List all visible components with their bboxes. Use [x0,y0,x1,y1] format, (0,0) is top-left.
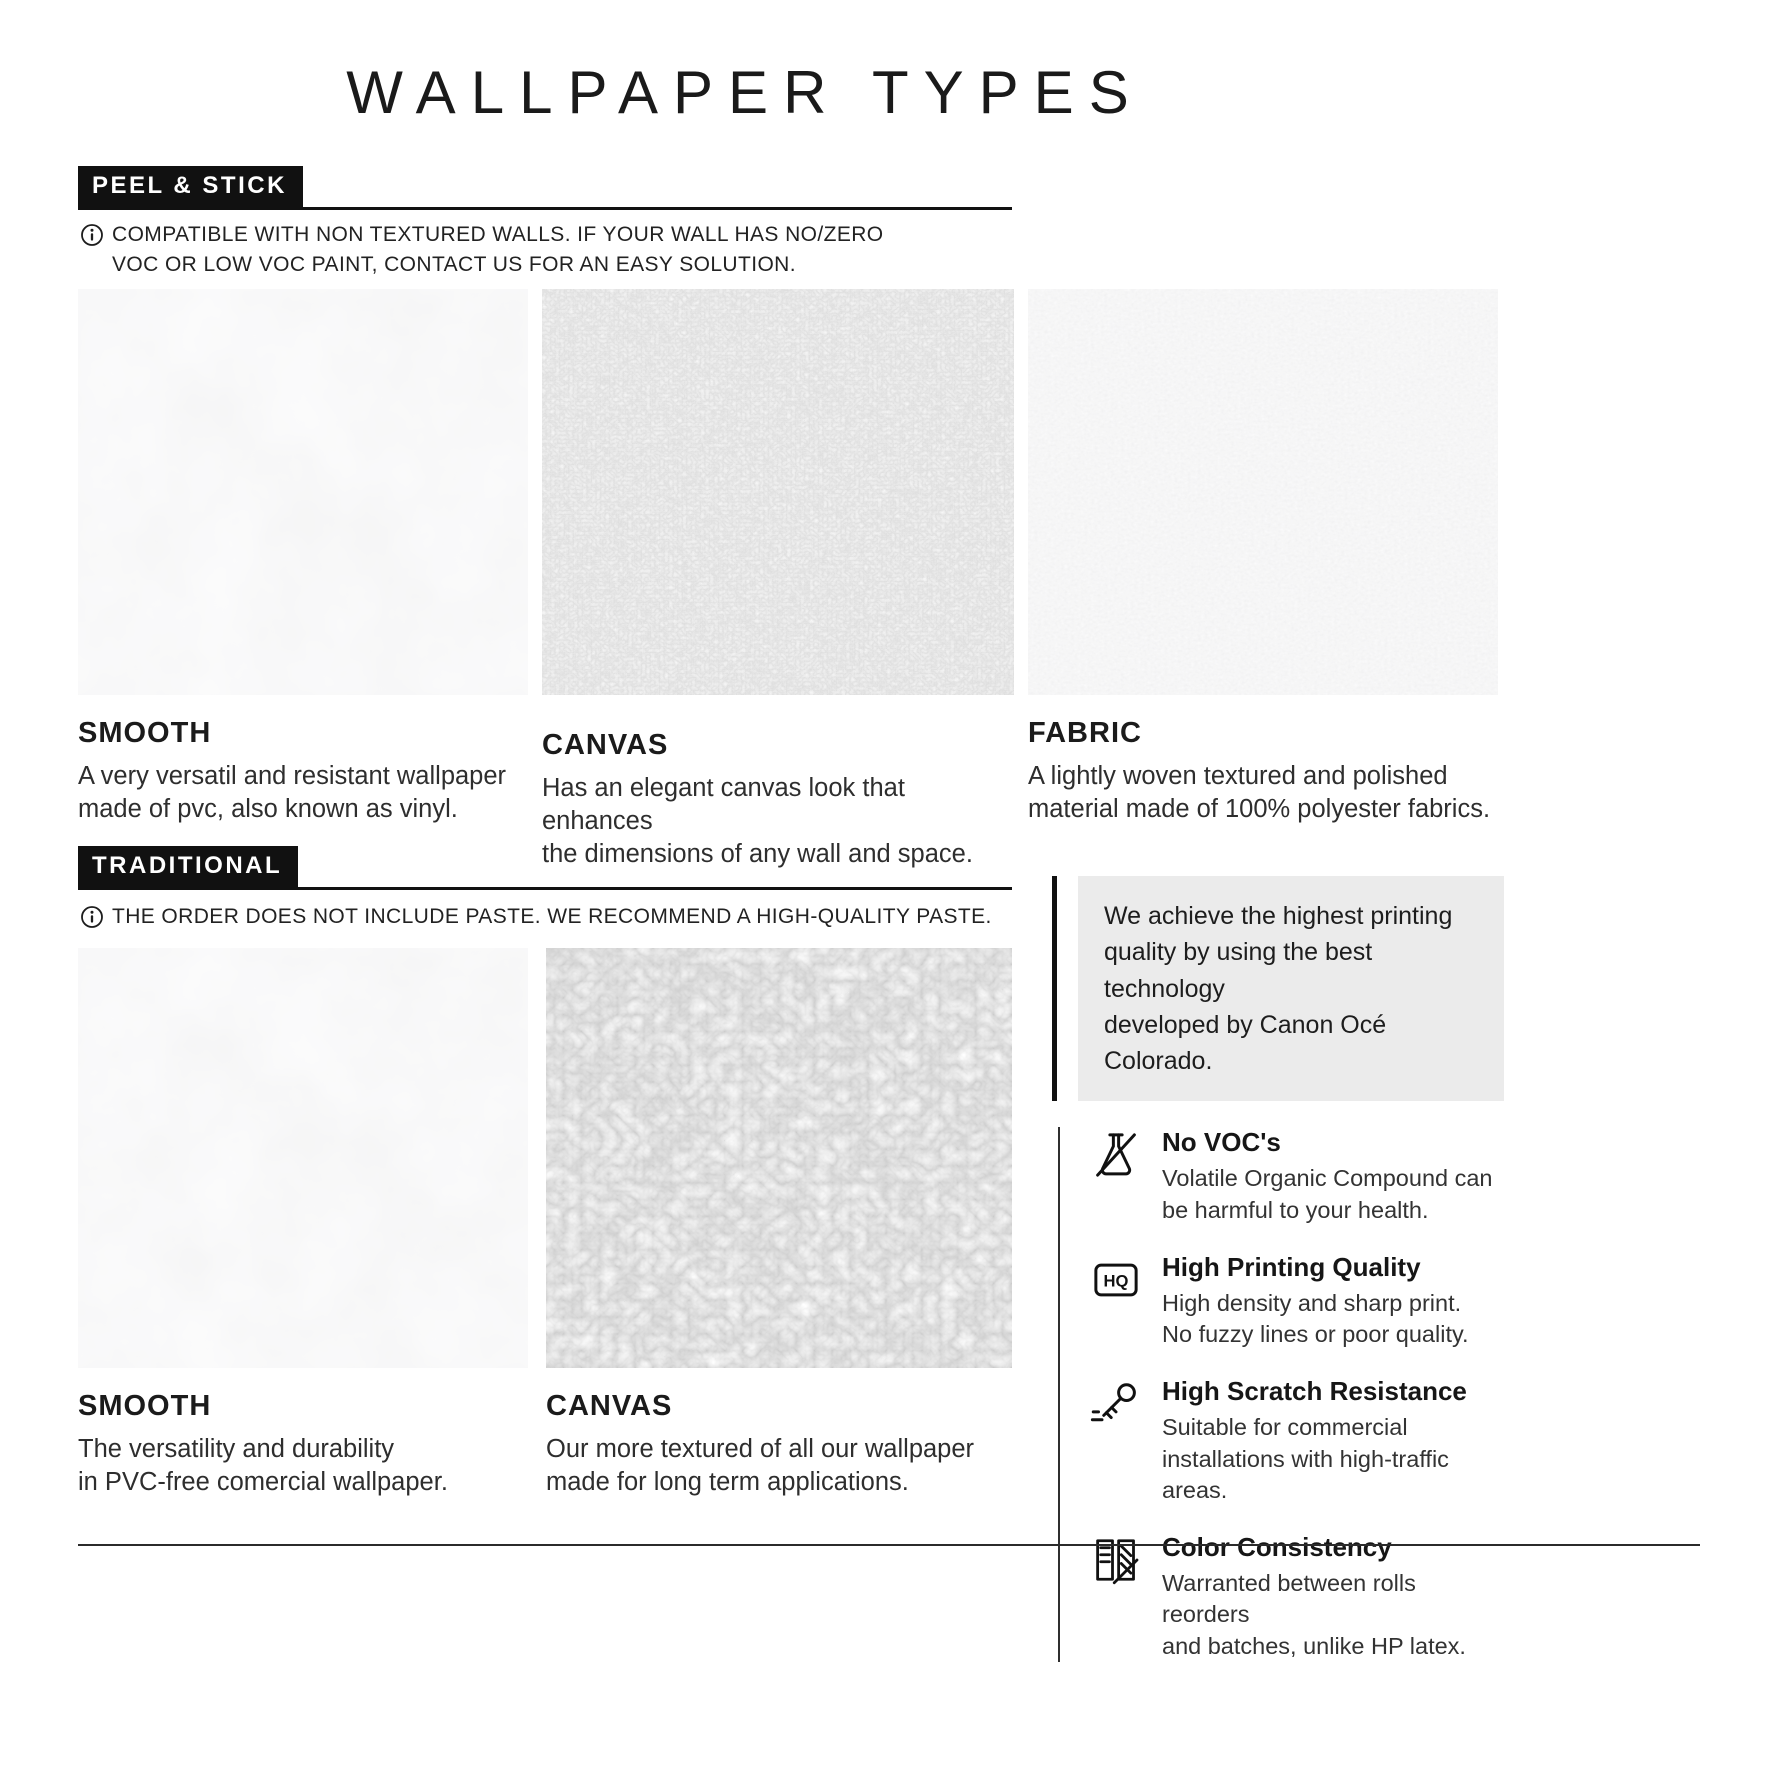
peel-stick-note-text [112,220,884,280]
feature-text: High Printing Quality High density and sharp print. No fuzzy lines or poor quality. [1162,1251,1469,1347]
key-icon [1088,1376,1144,1432]
peel-stick-label: PEEL & STICK [78,166,303,207]
swatch-title: CANVAS [546,1390,673,1422]
feature-text: High Scratch Resistance Suitable for commercial installations with high-traffic areas. [1162,1376,1467,1503]
peel-stick-section-header [78,166,1012,210]
canvas-texture-image [546,948,1012,1368]
feature-no-voc [1088,1127,1504,1226]
swatch-title: FABRIC [1028,717,1142,749]
swatch-card-canvas-traditional [546,948,1012,1499]
swatch-card-fabric [1028,289,1498,871]
hq-icon [1088,1252,1144,1308]
canvas-texture-image [542,289,1014,695]
note-line-1: COMPATIBLE WITH NON TEXTURED WALLS. IF YOUR WALL HAS NO/ZERO [112,223,884,246]
swatch-description: The versatility and durability in PVC-free comercial wallpaper. [78,1435,448,1497]
printing-quality-callout [1052,876,1504,1101]
info-icon [80,905,104,929]
smooth-texture-image [78,948,528,1368]
feature-scratch-resistance [1088,1376,1504,1506]
no-voc-icon [1088,1127,1144,1183]
feature-color-consistency [1088,1532,1504,1662]
svg-text:HQ: HQ [1103,1271,1129,1291]
page-title: WALLPAPER TYPES [346,59,1144,126]
traditional-note [80,902,992,932]
feature-high-printing-quality [1088,1252,1504,1351]
traditional-section-header [78,846,1012,890]
swatch-title: CANVAS [542,729,669,761]
swatch-title: SMOOTH [78,717,212,749]
note-line-1: THE ORDER DOES NOT INCLUDE PASTE. WE RECOMMEND A HIGH-QUALITY PASTE. [112,905,992,928]
swatch-description: Has an elegant canvas look that enhances the dimensions of any wall and space. [542,774,973,869]
note-line-2: VOC OR LOW VOC PAINT, CONTACT US FOR AN EASY SOLUTION. [112,253,796,276]
color-consistency-icon [1088,1532,1144,1588]
printing-quality-text: We achieve the highest printing quality by using the best technology developed by Canon Océ Colorado. [1078,876,1504,1101]
swatch-description: Our more textured of all our wallpaper made for long term applications. [546,1435,975,1497]
swatch-card-smooth-traditional [78,948,528,1499]
traditional-label: TRADITIONAL [78,846,298,887]
feature-list [1058,1127,1504,1662]
info-icon [80,223,104,247]
fabric-texture-image [1028,289,1498,695]
peel-stick-note [80,220,884,280]
footer-divider [78,1544,1700,1546]
swatch-card-smooth [78,289,528,871]
swatch-card-canvas [542,289,1014,871]
feature-text: Color Consistency Warranted between rolls reorders and batches, unlike HP latex. [1162,1532,1466,1659]
peel-stick-swatch-row [78,289,1500,871]
swatch-title: SMOOTH [78,1390,212,1422]
swatch-description: A very versatil and resistant wallpaper made of pvc, also known as vinyl. [78,762,507,824]
traditional-note-text [112,902,992,932]
smooth-texture-image [78,289,528,695]
feature-text: No VOC's Volatile Organic Compound can be harmful to your health. [1162,1127,1493,1223]
swatch-description: A lightly woven textured and polished material made of 100% polyester fabrics. [1028,762,1491,824]
traditional-swatch-row [78,948,1012,1499]
